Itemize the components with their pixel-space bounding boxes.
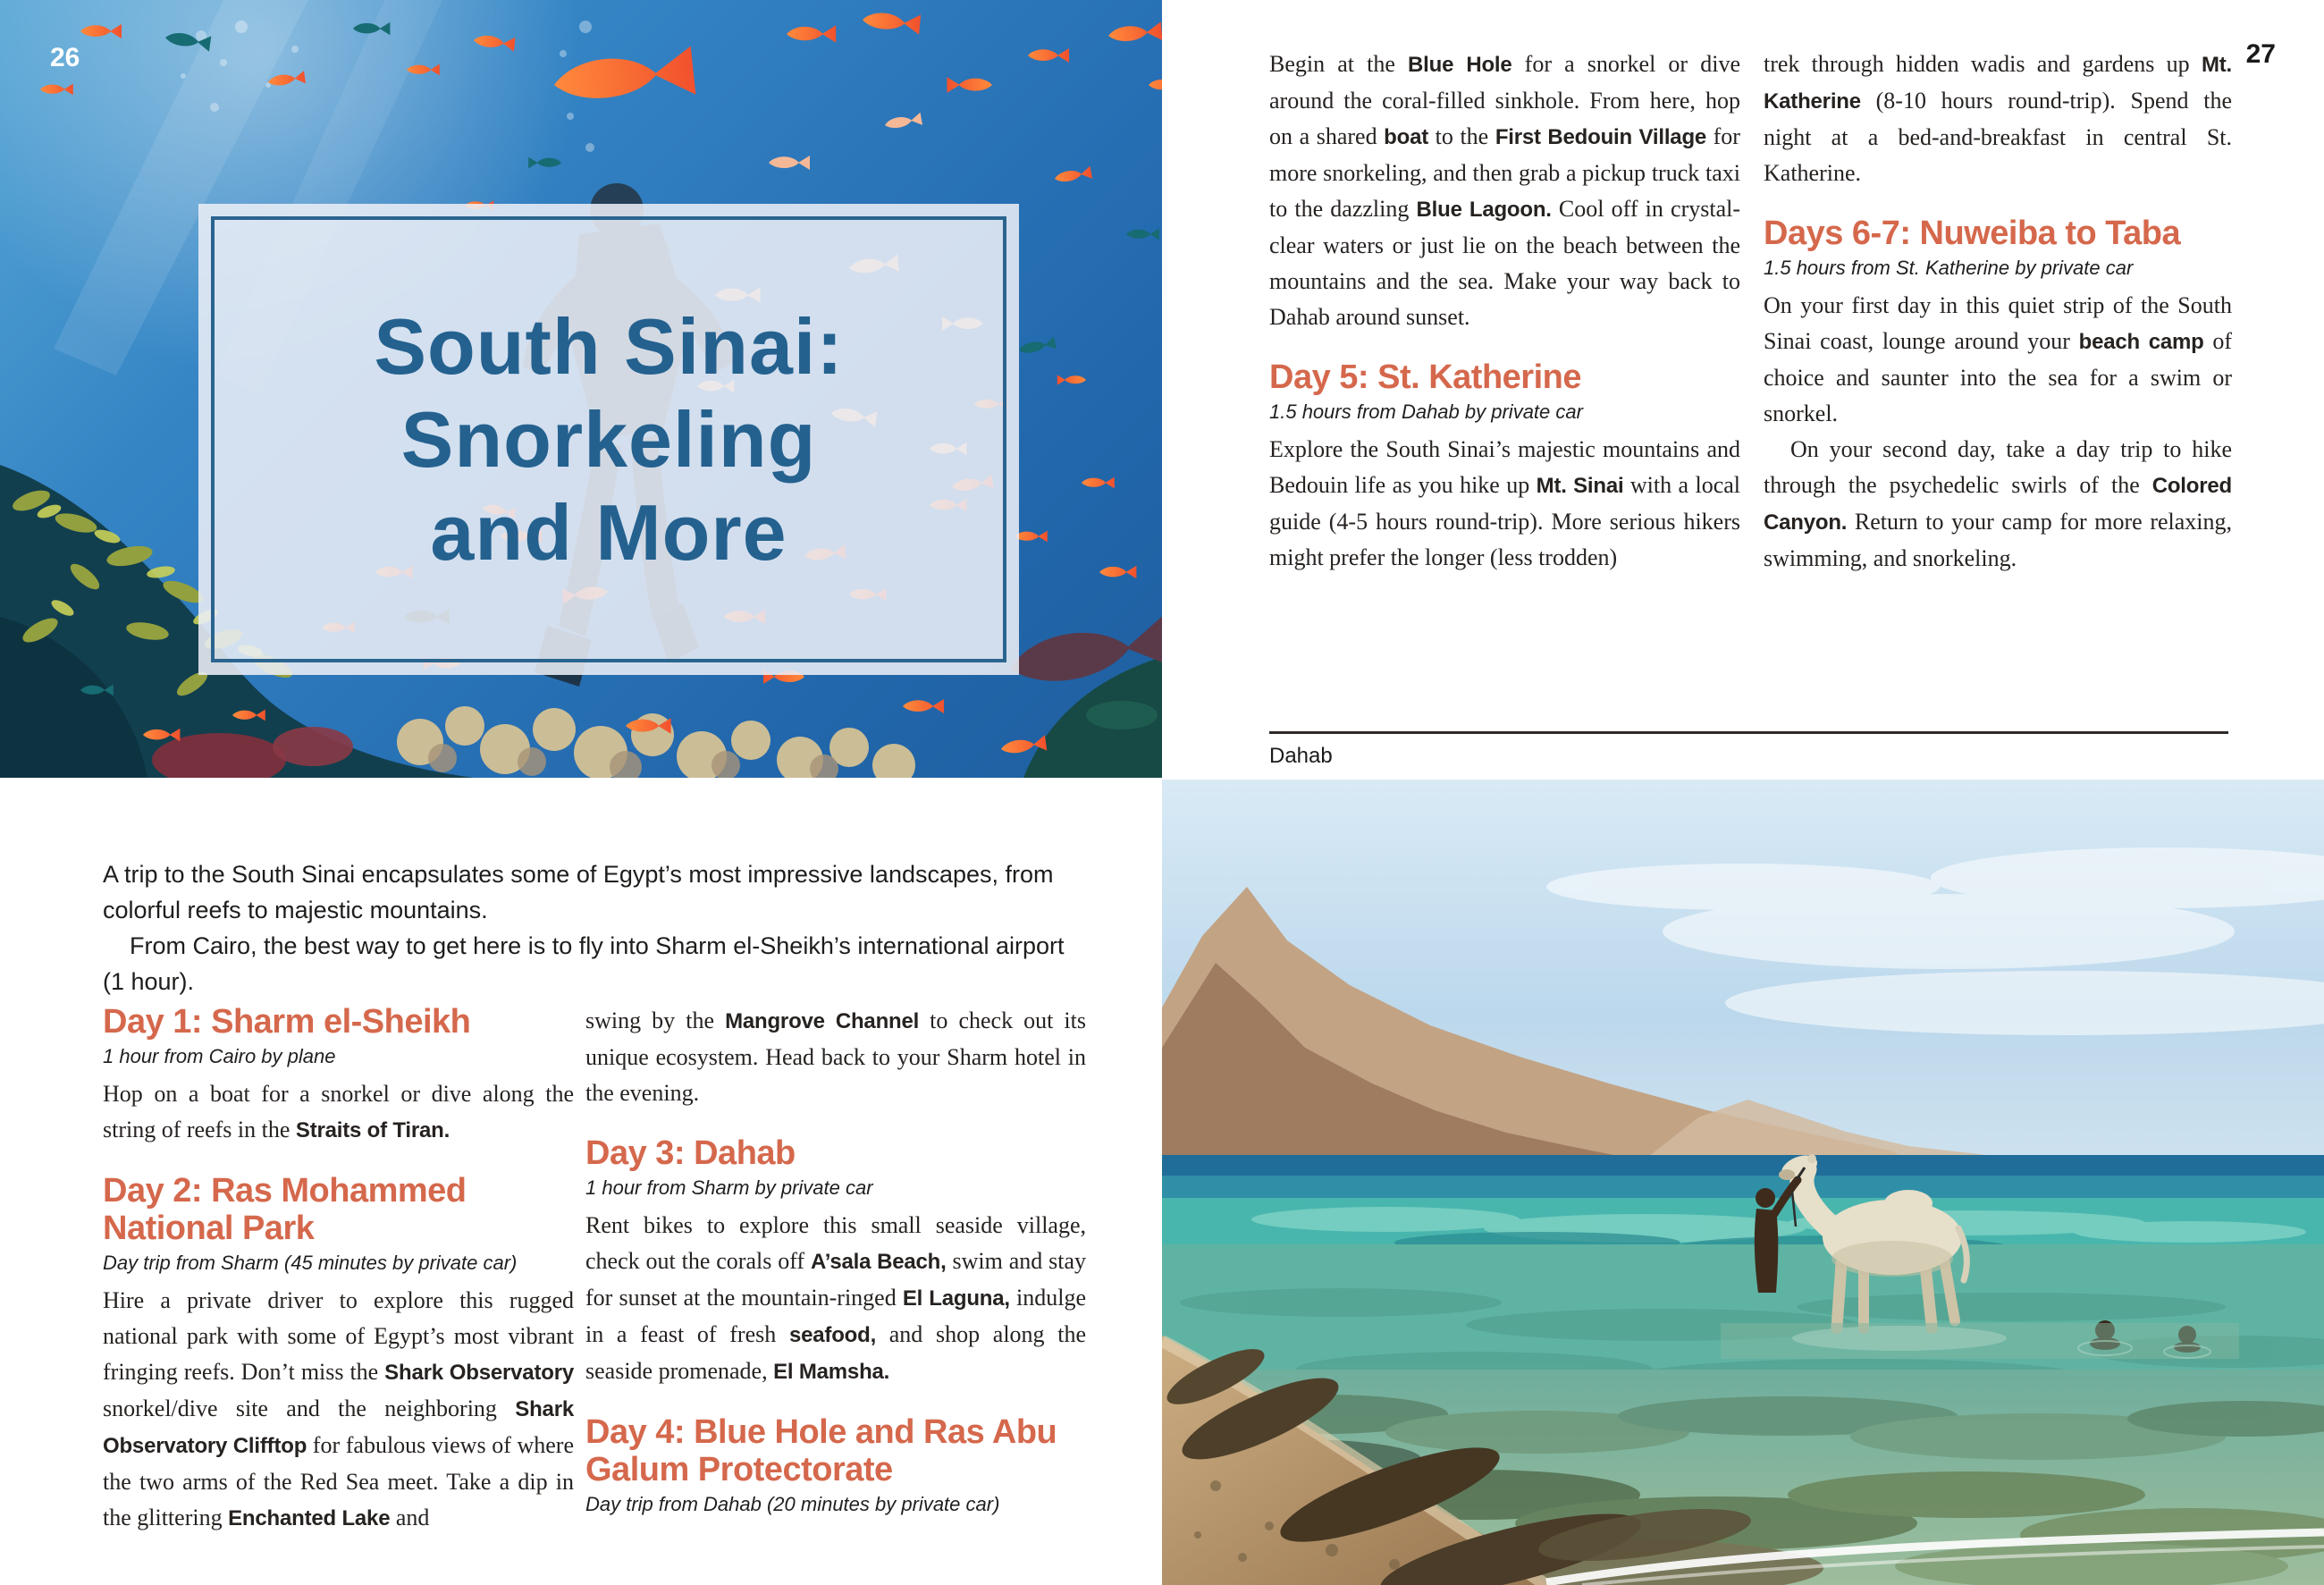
mangrove-paragraph: swing by the Mangrove Channel to check out its unique ecosystem. Head back to your Sharm hotel in the evening. bbox=[585, 1007, 1086, 1106]
underwater-reef-photo bbox=[0, 0, 1162, 778]
days-6-7-paragraph-1: On your first day in this quiet strip of the South Sinai coast, lounge around your beach camp of choice and saunter into the sea for a swim or snorkel. bbox=[1764, 292, 2232, 426]
left-page-column-1 bbox=[103, 1003, 574, 1537]
intro-paragraph-2: From Cairo, the best way to get here is to fly into Sharm el-Sheikh’s international airport (1 hour). bbox=[103, 932, 1065, 995]
blue-hole-paragraph: Begin at the Blue Hole for a snorkel or dive around the coral-filled sinkhole. From here, hop on a shared boat to the First Bedouin Village for more snorkeling, and then grab a pickup truck taxi to the dazzling Blue Lagoon. Cool off in crystal-clear waters or just lie on the beach between the mountains and the sea. Make your way back to Dahab around sunset. bbox=[1269, 51, 1740, 330]
right-page-column-1 bbox=[1269, 46, 1740, 576]
right-page-column-2 bbox=[1764, 46, 2232, 577]
page-number-left: 26 bbox=[50, 43, 80, 72]
intro-paragraph-1: A trip to the South Sinai encapsulates some of Egypt’s most impressive landscapes, from colorful reefs to majestic mountains. bbox=[103, 861, 1054, 923]
mt-katherine-paragraph: trek through hidden wadis and gardens up Mt. Katherine (8-10 hours round-trip). Spend the night at a bed-and-breakfast in central St. Katherine. bbox=[1764, 51, 2232, 186]
day-1-subhead: 1 hour from Cairo by plane bbox=[103, 1045, 336, 1067]
left-page-column-2 bbox=[585, 1003, 1086, 1524]
day-4-heading: Day 4: Blue Hole and Ras Abu Galum Protectorate bbox=[585, 1413, 1057, 1488]
day-1-paragraph: Hop on a boat for a snorkel or dive along the string of reefs in the Straits of Tiran. bbox=[103, 1081, 574, 1142]
caption-rule bbox=[1269, 731, 2228, 734]
day-2-subhead: Day trip from Sharm (45 minutes by private car) bbox=[103, 1252, 518, 1274]
days-6-7-subhead: 1.5 hours from St. Katherine by private car bbox=[1764, 257, 2134, 279]
dahab-beach-photo bbox=[1162, 780, 2324, 1585]
day-2-heading: Day 2: Ras Mohammed National Park bbox=[103, 1172, 467, 1247]
day-4-subhead: Day trip from Dahab (20 minutes by private car) bbox=[585, 1493, 1000, 1515]
day-1-heading: Day 1: Sharm el-Sheikh bbox=[103, 1003, 471, 1041]
page-number-right: 27 bbox=[2245, 39, 2276, 69]
day-5-heading: Day 5: St. Katherine bbox=[1269, 358, 1581, 396]
photo-caption: Dahab bbox=[1269, 744, 1333, 768]
chapter-title: South Sinai: Snorkeling and More bbox=[374, 301, 844, 577]
dahab-scene-art bbox=[1162, 780, 2324, 1585]
chapter-title-box bbox=[198, 204, 1019, 675]
day-2-paragraph: Hire a private driver to explore this rugged national park with some of Egypt’s most vibrant fringing reefs. Don’t miss the Shark Observatory snorkel/dive site and the neighboring Shark Observatory Clifftop for fabulous views of where the two arms of the Red Sea meet. Take a dip in the glittering Enchanted Lake and bbox=[103, 1287, 574, 1530]
day-3-subhead: 1 hour from Sharm by private car bbox=[585, 1176, 873, 1199]
days-6-7-heading: Days 6-7: Nuweiba to Taba bbox=[1764, 215, 2181, 252]
day-3-paragraph: Rent bikes to explore this small seaside village, check out the corals off A’sala Beach, swim and stay for sunset at the mountain-ringed El Laguna, indulge in a feast of fresh seafood, and shop along the seaside promenade, El Mamsha. bbox=[585, 1212, 1087, 1384]
days-6-7-paragraph-2: On your second day, take a day trip to hike through the psychedelic swirls of the Colored Canyon. Return to your camp for more relaxing, swimming, and snorkeling. bbox=[1764, 436, 2232, 571]
day-5-subhead: 1.5 hours from Dahab by private car bbox=[1269, 400, 1583, 423]
chapter-intro bbox=[103, 856, 1090, 999]
day-5-paragraph: Explore the South Sinai’s majestic mountains and Bedouin life as you hike up Mt. Sinai with a local guide (4-5 hours round-trip). More serious hikers might prefer the longer (less trodden) bbox=[1269, 436, 1741, 570]
day-3-heading: Day 3: Dahab bbox=[585, 1134, 796, 1172]
